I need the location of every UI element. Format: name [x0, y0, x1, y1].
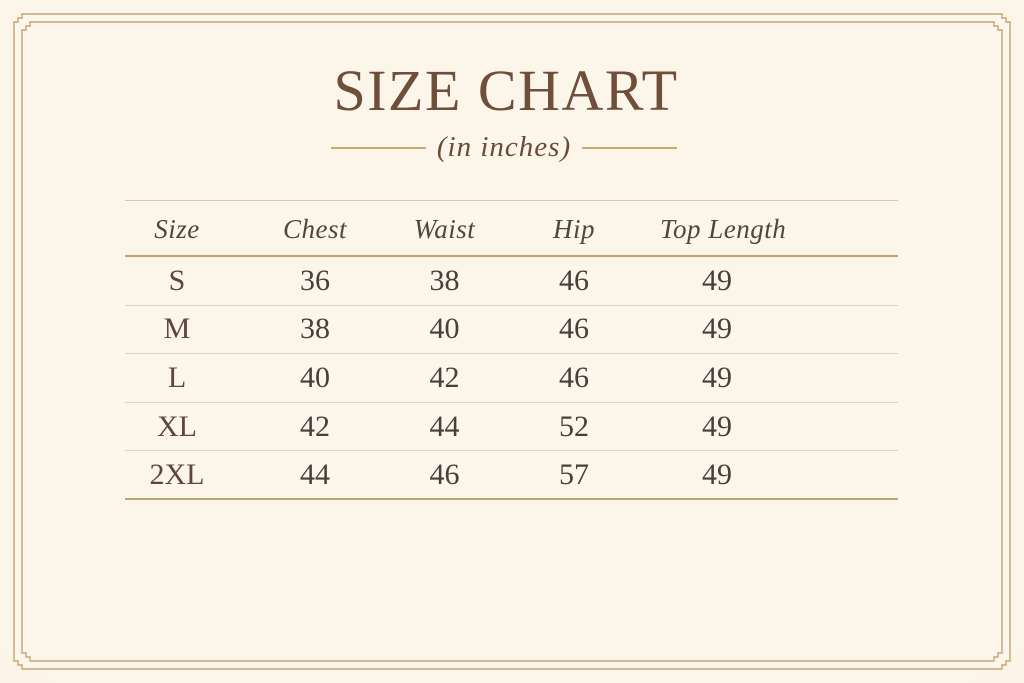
table-row-2xl	[125, 451, 898, 500]
cell-size: 2XL	[149, 457, 205, 491]
cell-size: XL	[157, 409, 197, 443]
table-row-xl	[125, 403, 898, 452]
size-table	[125, 200, 898, 500]
subtitle: (in inches)	[436, 131, 572, 163]
cell-chest: 44	[300, 457, 330, 491]
column-header-top-length: Top Length	[660, 213, 787, 244]
subtitle-right-rule	[582, 147, 677, 149]
page-title: SIZE CHART	[333, 58, 679, 123]
cell-waist: 38	[429, 263, 460, 297]
cell-top-length: 49	[702, 312, 732, 346]
cell-hip: 46	[559, 312, 589, 346]
cell-chest: 40	[300, 360, 330, 394]
cell-waist: 46	[429, 457, 460, 491]
cell-hip: 46	[559, 360, 589, 394]
cell-top-length: 49	[702, 457, 732, 491]
cell-waist: 42	[429, 360, 460, 394]
table-row-s	[125, 257, 898, 306]
table-row-l	[125, 354, 898, 403]
cell-chest: 38	[300, 312, 330, 346]
cell-size: L	[167, 360, 187, 394]
cell-size: S	[168, 263, 186, 297]
column-header-waist: Waist	[413, 213, 476, 244]
cell-hip: 46	[559, 263, 589, 297]
cell-top-length: 49	[702, 263, 732, 297]
cell-hip: 57	[559, 457, 589, 491]
cell-waist: 44	[429, 409, 460, 443]
cell-waist: 40	[429, 312, 460, 346]
cell-top-length: 49	[702, 409, 732, 443]
cell-chest: 36	[300, 263, 330, 297]
table-header-row	[125, 201, 898, 257]
table-row-m	[125, 306, 898, 355]
cell-chest: 42	[300, 409, 330, 443]
subtitle-left-rule	[331, 147, 426, 149]
column-header-chest: Chest	[282, 213, 347, 244]
subtitle-row	[0, 132, 1016, 164]
cell-size: M	[163, 312, 191, 346]
cell-top-length: 49	[702, 360, 732, 394]
column-header-size: Size	[154, 213, 200, 244]
cell-hip: 52	[559, 409, 589, 443]
column-header-hip: Hip	[553, 213, 595, 244]
